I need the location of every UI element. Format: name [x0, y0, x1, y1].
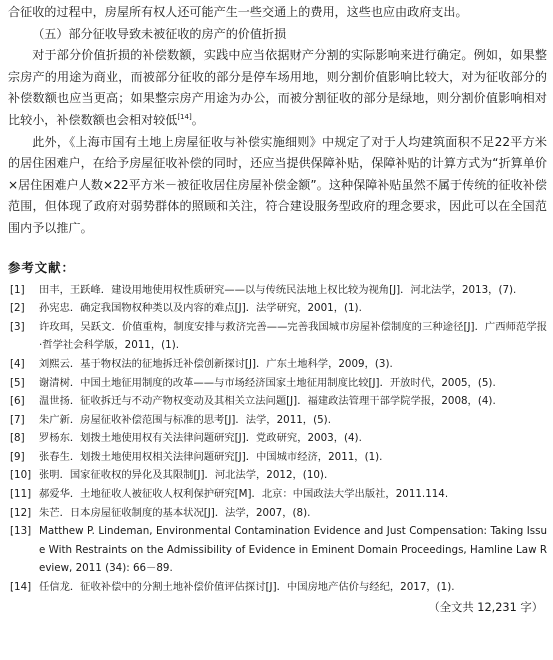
- reference-item: [8, 429, 547, 448]
- reference-text: 郝爱华．土地征收人被征收人权利保护研究[M]．北京：中国政法大学出版社，2011.114.: [39, 488, 449, 501]
- reference-number: [7]: [10, 413, 25, 426]
- reference-item: [8, 522, 547, 578]
- reference-text: 张明．国家征收权的异化及其限制[J]．河北法学，2012，(10).: [39, 469, 328, 482]
- reference-text: 罗杨东．划拨土地使用权有关法律问题研究[J]．党政研究，2003，(4).: [39, 432, 362, 445]
- reference-number: [13]: [10, 525, 32, 538]
- body-text: [8, 2, 547, 240]
- citation-mark[interactable]: [14]: [177, 112, 192, 121]
- reference-number: [14]: [10, 581, 32, 594]
- reference-text: 任信龙．征收补偿中的分割土地补偿价值评估探讨[J]．中国房地产估价与经纪，2017，(1).: [39, 581, 455, 594]
- section-heading: （五）部分征收导致未被征收的房产的价值折损: [32, 26, 287, 41]
- word-count: （全文共 12,231 字）: [428, 600, 543, 614]
- reference-number: [8]: [10, 432, 25, 445]
- reference-item: [8, 485, 547, 504]
- reference-item: [8, 374, 547, 393]
- reference-text: 孙宪忠．确定我国物权种类以及内容的难点[J]．法学研究，2001，(1).: [39, 302, 362, 315]
- reference-item: [8, 466, 547, 485]
- reference-number: [12]: [10, 506, 32, 519]
- references-title: 参考文献：: [8, 259, 75, 275]
- reference-number: [5]: [10, 376, 25, 389]
- body-paragraph: [8, 45, 547, 131]
- reference-item: [8, 411, 547, 430]
- reference-number: [11]: [10, 488, 32, 501]
- reference-item: [8, 281, 547, 300]
- reference-text: 温世扬．征收拆迁与不动产物权变动及其相关立法问题[J]．福建政法管理干部学院学报，2008，(4).: [39, 395, 496, 408]
- reference-item: [8, 318, 547, 355]
- reference-number: [2]: [10, 302, 25, 315]
- paragraph-text: 对于部分价值折损的补偿数额，实践中应当依据财产分割的实际影响来进行确定。例如，如果整宗房产的用途为商业，而被部分征收的部分是停车场用地，则分割价值影响比较大，对为征收部分的补偿数额也应当更高；如果整宗房产用途为办公，而被分割征收的部分是绿地，则分割价值影响相对比较小，补偿数额也会相对较低: [8, 48, 547, 127]
- reference-number: [6]: [10, 395, 25, 408]
- reference-item: [8, 504, 547, 523]
- reference-text: Matthew P. Lindeman, Environmental Contamination Evidence and Just Compensation: Taking Issue With Restraints on the Admissibility of Evidence in Eminent Domain Proceedings, Hamline Law Review, 2011 (34): 66－89.: [39, 525, 547, 575]
- reference-text: 许玫珥，吴跃文．价值重构，制度安排与救济完善——完善我国城市房屋补偿制度的三种途径[J]．广西师范学报·哲学社会科学版，2011，(1).: [39, 320, 547, 352]
- reference-number: [10]: [10, 469, 32, 482]
- reference-item: [8, 355, 547, 374]
- reference-item: [8, 578, 547, 597]
- reference-text: 田丰，王跃峰．建设用地使用权性质研究——以与传统民法地上权比较为视角[J]．河北法学，2013，(7).: [39, 283, 517, 296]
- reference-item: [8, 392, 547, 411]
- reference-text: 张春生．划拨土地使用权相关法律问题研究[J]．中国城市经济，2011，(1).: [39, 450, 383, 463]
- reference-number: [4]: [10, 357, 25, 370]
- reference-item: [8, 299, 547, 318]
- paragraph-tail: 。: [191, 112, 204, 127]
- reference-item: [8, 448, 547, 467]
- reference-number: [1]: [10, 283, 25, 296]
- reference-text: 刘熙云．基于物权法的征地拆迁补偿创新探讨[J]．广东土地科学，2009，(3).: [39, 357, 393, 370]
- body-paragraph: 此外，《上海市国有土地上房屋征收与补偿实施细则》中规定了对于人均建筑面积不足22平方米的居住困难户，在给予房屋征收补偿的同时，还应当提供保障补贴，保障补贴的计算方式为“折算单价×居住困难户人数×22平方米－被征收居住房屋补偿金额”。这种保障补贴虽然不属于传统的征收补偿范围，但体现了政府对弱势群体的照顾和关注，符合建设服务型政府的理念要求，因此可以在全国范围内予以推广。: [8, 134, 547, 235]
- reference-text: 朱芒．日本房屋征收制度的基本状况[J]．法学，2007，(8).: [39, 506, 311, 519]
- reference-text: 朱广新．房屋征收补偿范围与标准的思考[J]．法学，2011，(5).: [39, 413, 331, 426]
- body-paragraph: 合征收的过程中，房屋所有权人还可能产生一些交通上的费用，这些也应由政府支出。: [8, 5, 468, 19]
- reference-text: 谢清树．中国土地征用制度的改革——与市场经济国家土地征用制度比较[J]．开放时代，2005，(5).: [39, 376, 496, 389]
- reference-number: [9]: [10, 450, 25, 463]
- reference-number: [3]: [10, 320, 25, 333]
- reference-list: [8, 281, 547, 597]
